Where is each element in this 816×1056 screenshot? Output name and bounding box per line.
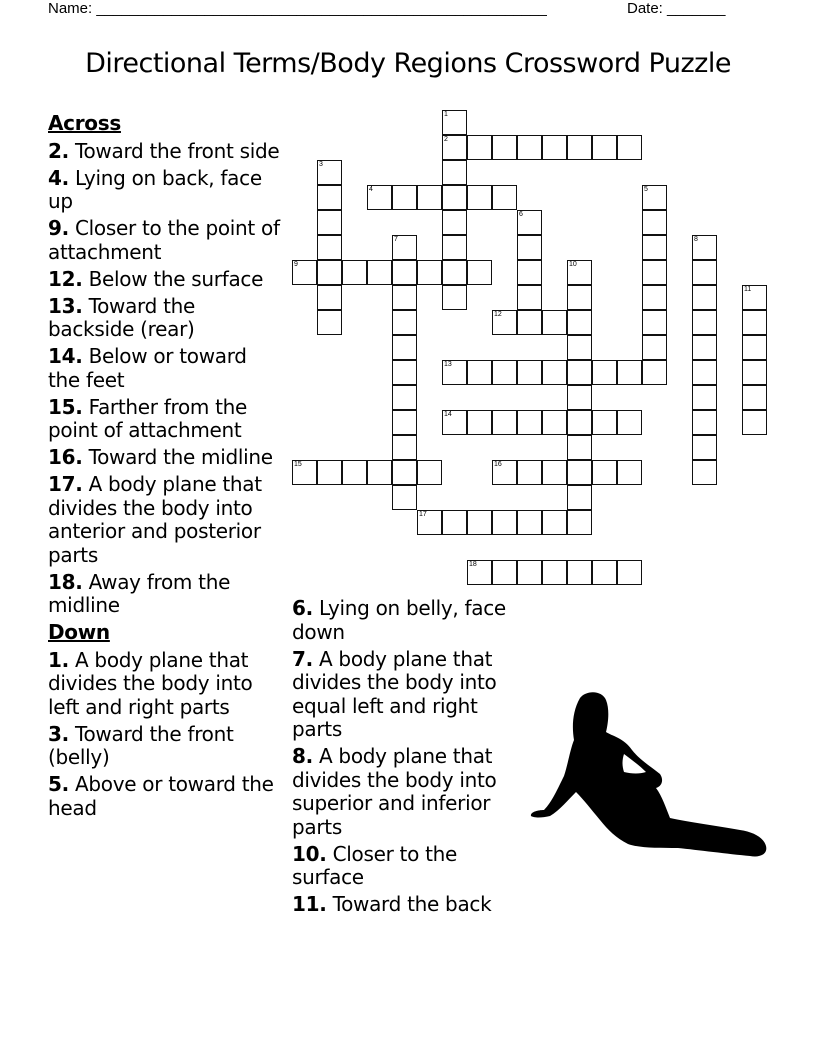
crossword-cell[interactable] xyxy=(742,385,767,410)
crossword-cell[interactable] xyxy=(392,460,417,485)
crossword-cell[interactable] xyxy=(492,410,517,435)
crossword-cell[interactable] xyxy=(642,260,667,285)
crossword-cell[interactable] xyxy=(592,560,617,585)
crossword-cell[interactable] xyxy=(617,560,642,585)
crossword-cell[interactable] xyxy=(417,185,442,210)
clue-down-8: 8. A body plane that divides the body into superior and inferior parts xyxy=(292,744,497,839)
crossword-cell[interactable] xyxy=(692,435,717,460)
clue-across-18: 18. Away from the midline xyxy=(48,569,231,617)
cell-number: 9 xyxy=(294,261,298,268)
crossword-cell[interactable] xyxy=(442,360,467,385)
cell-number: 18 xyxy=(469,561,477,568)
crossword-cell[interactable] xyxy=(442,185,467,210)
crossword-cell[interactable] xyxy=(592,410,617,435)
clue-across-14: 14. Below or toward the feet xyxy=(48,344,247,392)
crossword-cell[interactable] xyxy=(567,510,592,535)
crossword-cell[interactable] xyxy=(567,310,592,335)
cell-number: 2 xyxy=(444,136,448,143)
crossword-cell[interactable] xyxy=(292,460,317,485)
cell-number: 3 xyxy=(319,161,323,168)
crossword-cell[interactable] xyxy=(317,185,342,210)
crossword-cell[interactable] xyxy=(317,160,342,185)
crossword-cell[interactable] xyxy=(542,360,567,385)
cell-number: 5 xyxy=(644,186,648,193)
cell-number: 14 xyxy=(444,411,452,418)
crossword-cell[interactable] xyxy=(642,335,667,360)
crossword-cell[interactable] xyxy=(692,460,717,485)
crossword-cell[interactable] xyxy=(517,210,542,235)
crossword-cell[interactable] xyxy=(417,460,442,485)
crossword-cell[interactable] xyxy=(442,410,467,435)
down-heading: Down xyxy=(48,620,110,644)
crossword-cell[interactable] xyxy=(617,360,642,385)
crossword-cell[interactable] xyxy=(542,310,567,335)
crossword-cell[interactable] xyxy=(392,335,417,360)
crossword-cell[interactable] xyxy=(642,360,667,385)
crossword-cell[interactable] xyxy=(467,410,492,435)
crossword-cell[interactable] xyxy=(442,210,467,235)
cell-number: 12 xyxy=(494,311,502,318)
clues-column-left xyxy=(48,112,283,824)
crossword-cell[interactable] xyxy=(567,135,592,160)
clue-down-1: 1. A body plane that divides the body into left and right parts xyxy=(48,647,253,719)
crossword-cell[interactable] xyxy=(317,460,342,485)
clues-column-middle xyxy=(292,597,527,920)
crossword-cell[interactable] xyxy=(642,210,667,235)
crossword-cell[interactable] xyxy=(692,360,717,385)
crossword-cell[interactable] xyxy=(342,460,367,485)
crossword-cell[interactable] xyxy=(467,260,492,285)
crossword-cell[interactable] xyxy=(742,310,767,335)
cell-number: 10 xyxy=(569,261,577,268)
crossword-cell[interactable] xyxy=(442,235,467,260)
crossword-cell[interactable] xyxy=(542,560,567,585)
crossword-cell[interactable] xyxy=(442,510,467,535)
crossword-cell[interactable] xyxy=(517,285,542,310)
clue-down-6: 6. Lying on belly, face down xyxy=(292,596,506,644)
cell-number: 13 xyxy=(444,361,452,368)
cell-number: 11 xyxy=(744,286,752,293)
crossword-cell[interactable] xyxy=(692,335,717,360)
clue-down-11: 11. Toward the back xyxy=(292,892,492,916)
crossword-cell[interactable] xyxy=(567,335,592,360)
crossword-cell[interactable] xyxy=(542,135,567,160)
crossword-cell[interactable] xyxy=(742,285,767,310)
crossword-cell[interactable] xyxy=(392,485,417,510)
clue-down-5: 5. Above or toward the head xyxy=(48,772,274,820)
crossword-cell[interactable] xyxy=(417,510,442,535)
crossword-cell[interactable] xyxy=(692,285,717,310)
crossword-cell[interactable] xyxy=(392,185,417,210)
crossword-cell[interactable] xyxy=(592,360,617,385)
crossword-cell[interactable] xyxy=(692,410,717,435)
page-title: Directional Terms/Body Regions Crossword Puzzle xyxy=(85,48,731,79)
crossword-cell[interactable] xyxy=(517,310,542,335)
crossword-cell[interactable] xyxy=(517,260,542,285)
cell-number: 6 xyxy=(519,211,523,218)
cell-number: 16 xyxy=(494,461,502,468)
clue-across-17: 17. A body plane that divides the body into anterior and posterior parts xyxy=(48,472,262,567)
crossword-cell[interactable] xyxy=(517,510,542,535)
crossword-cell[interactable] xyxy=(617,460,642,485)
crossword-cell[interactable] xyxy=(492,185,517,210)
crossword-cell[interactable] xyxy=(392,310,417,335)
crossword-cell[interactable] xyxy=(742,335,767,360)
crossword-cell[interactable] xyxy=(492,310,517,335)
crossword-cell[interactable] xyxy=(492,460,517,485)
crossword-cell[interactable] xyxy=(417,260,442,285)
date-field-label: Date: _______ xyxy=(627,0,726,17)
crossword-cell[interactable] xyxy=(517,235,542,260)
crossword-cell[interactable] xyxy=(592,135,617,160)
crossword-cell[interactable] xyxy=(492,510,517,535)
crossword-cell[interactable] xyxy=(442,110,467,135)
crossword-cell[interactable] xyxy=(517,135,542,160)
crossword-cell[interactable] xyxy=(642,235,667,260)
crossword-cell[interactable] xyxy=(567,410,592,435)
crossword-cell[interactable] xyxy=(517,410,542,435)
crossword-cell[interactable] xyxy=(492,135,517,160)
crossword-cell[interactable] xyxy=(567,260,592,285)
crossword-cell[interactable] xyxy=(292,260,317,285)
clue-across-13: 13. Toward the backside (rear) xyxy=(48,293,196,341)
crossword-cell[interactable] xyxy=(517,360,542,385)
crossword-cell[interactable] xyxy=(442,260,467,285)
clue-across-16: 16. Toward the midline xyxy=(48,445,273,469)
crossword-cell[interactable] xyxy=(392,235,417,260)
crossword-cell[interactable] xyxy=(442,160,467,185)
crossword-cell[interactable] xyxy=(367,185,392,210)
crossword-cell[interactable] xyxy=(442,285,467,310)
cell-number: 15 xyxy=(294,461,302,468)
crossword-cell[interactable] xyxy=(567,285,592,310)
crossword-cell[interactable] xyxy=(442,135,467,160)
crossword-cell[interactable] xyxy=(467,510,492,535)
crossword-cell[interactable] xyxy=(567,560,592,585)
crossword-cell[interactable] xyxy=(317,235,342,260)
reclining-human-silhouette-icon xyxy=(528,688,773,863)
crossword-cell[interactable] xyxy=(567,460,592,485)
crossword-cell[interactable] xyxy=(642,285,667,310)
crossword-cell[interactable] xyxy=(592,460,617,485)
crossword-cell[interactable] xyxy=(517,460,542,485)
crossword-cell[interactable] xyxy=(467,560,492,585)
crossword-cell[interactable] xyxy=(742,410,767,435)
crossword-cell[interactable] xyxy=(567,435,592,460)
crossword-cell[interactable] xyxy=(317,285,342,310)
crossword-cell[interactable] xyxy=(317,210,342,235)
crossword-cell[interactable] xyxy=(692,385,717,410)
crossword-cell[interactable] xyxy=(467,135,492,160)
clue-down-3: 3. Toward the front (belly) xyxy=(48,721,234,769)
cell-number: 7 xyxy=(394,236,398,243)
crossword-cell[interactable] xyxy=(467,360,492,385)
crossword-cell[interactable] xyxy=(567,485,592,510)
crossword-cell[interactable] xyxy=(542,410,567,435)
crossword-cell[interactable] xyxy=(392,285,417,310)
clue-across-15: 15. Farther from the point of attachment xyxy=(48,394,248,442)
crossword-cell[interactable] xyxy=(542,460,567,485)
cell-number: 1 xyxy=(444,111,448,118)
crossword-cell[interactable] xyxy=(392,360,417,385)
crossword-cell[interactable] xyxy=(692,260,717,285)
crossword-cell[interactable] xyxy=(492,560,517,585)
crossword-cell[interactable] xyxy=(392,435,417,460)
crossword-cell[interactable] xyxy=(367,460,392,485)
crossword-cell[interactable] xyxy=(392,260,417,285)
crossword-cell[interactable] xyxy=(692,310,717,335)
clue-across-12: 12. Below the surface xyxy=(48,266,264,291)
crossword-cell[interactable] xyxy=(317,260,342,285)
crossword-cell[interactable] xyxy=(567,385,592,410)
crossword-cell[interactable] xyxy=(567,360,592,385)
crossword-cell[interactable] xyxy=(642,185,667,210)
crossword-cell[interactable] xyxy=(317,310,342,335)
crossword-cell[interactable] xyxy=(742,360,767,385)
cell-number: 4 xyxy=(369,186,373,193)
across-heading: Across xyxy=(48,111,121,135)
crossword-cell[interactable] xyxy=(467,185,492,210)
crossword-cell[interactable] xyxy=(642,310,667,335)
cell-number: 8 xyxy=(694,236,698,243)
crossword-cell[interactable] xyxy=(342,260,367,285)
cell-number: 17 xyxy=(419,511,427,518)
clue-across-2: 2. Toward the front side xyxy=(48,138,280,163)
clue-across-9: 9. Closer to the point of attachment xyxy=(48,216,280,264)
name-field-label: Name: ______________________________________________________ xyxy=(48,0,547,17)
crossword-cell[interactable] xyxy=(617,135,642,160)
crossword-cell[interactable] xyxy=(392,410,417,435)
crossword-cell[interactable] xyxy=(392,385,417,410)
clue-down-7: 7. A body plane that divides the body into equal left and right parts xyxy=(292,646,497,741)
crossword-cell[interactable] xyxy=(492,360,517,385)
clue-across-4: 4. Lying on back, face up xyxy=(48,165,262,213)
crossword-cell[interactable] xyxy=(542,510,567,535)
crossword-cell[interactable] xyxy=(367,260,392,285)
crossword-cell[interactable] xyxy=(517,560,542,585)
crossword-cell[interactable] xyxy=(617,410,642,435)
crossword-cell[interactable] xyxy=(692,235,717,260)
clue-down-10: 10. Closer to the surface xyxy=(292,841,458,889)
